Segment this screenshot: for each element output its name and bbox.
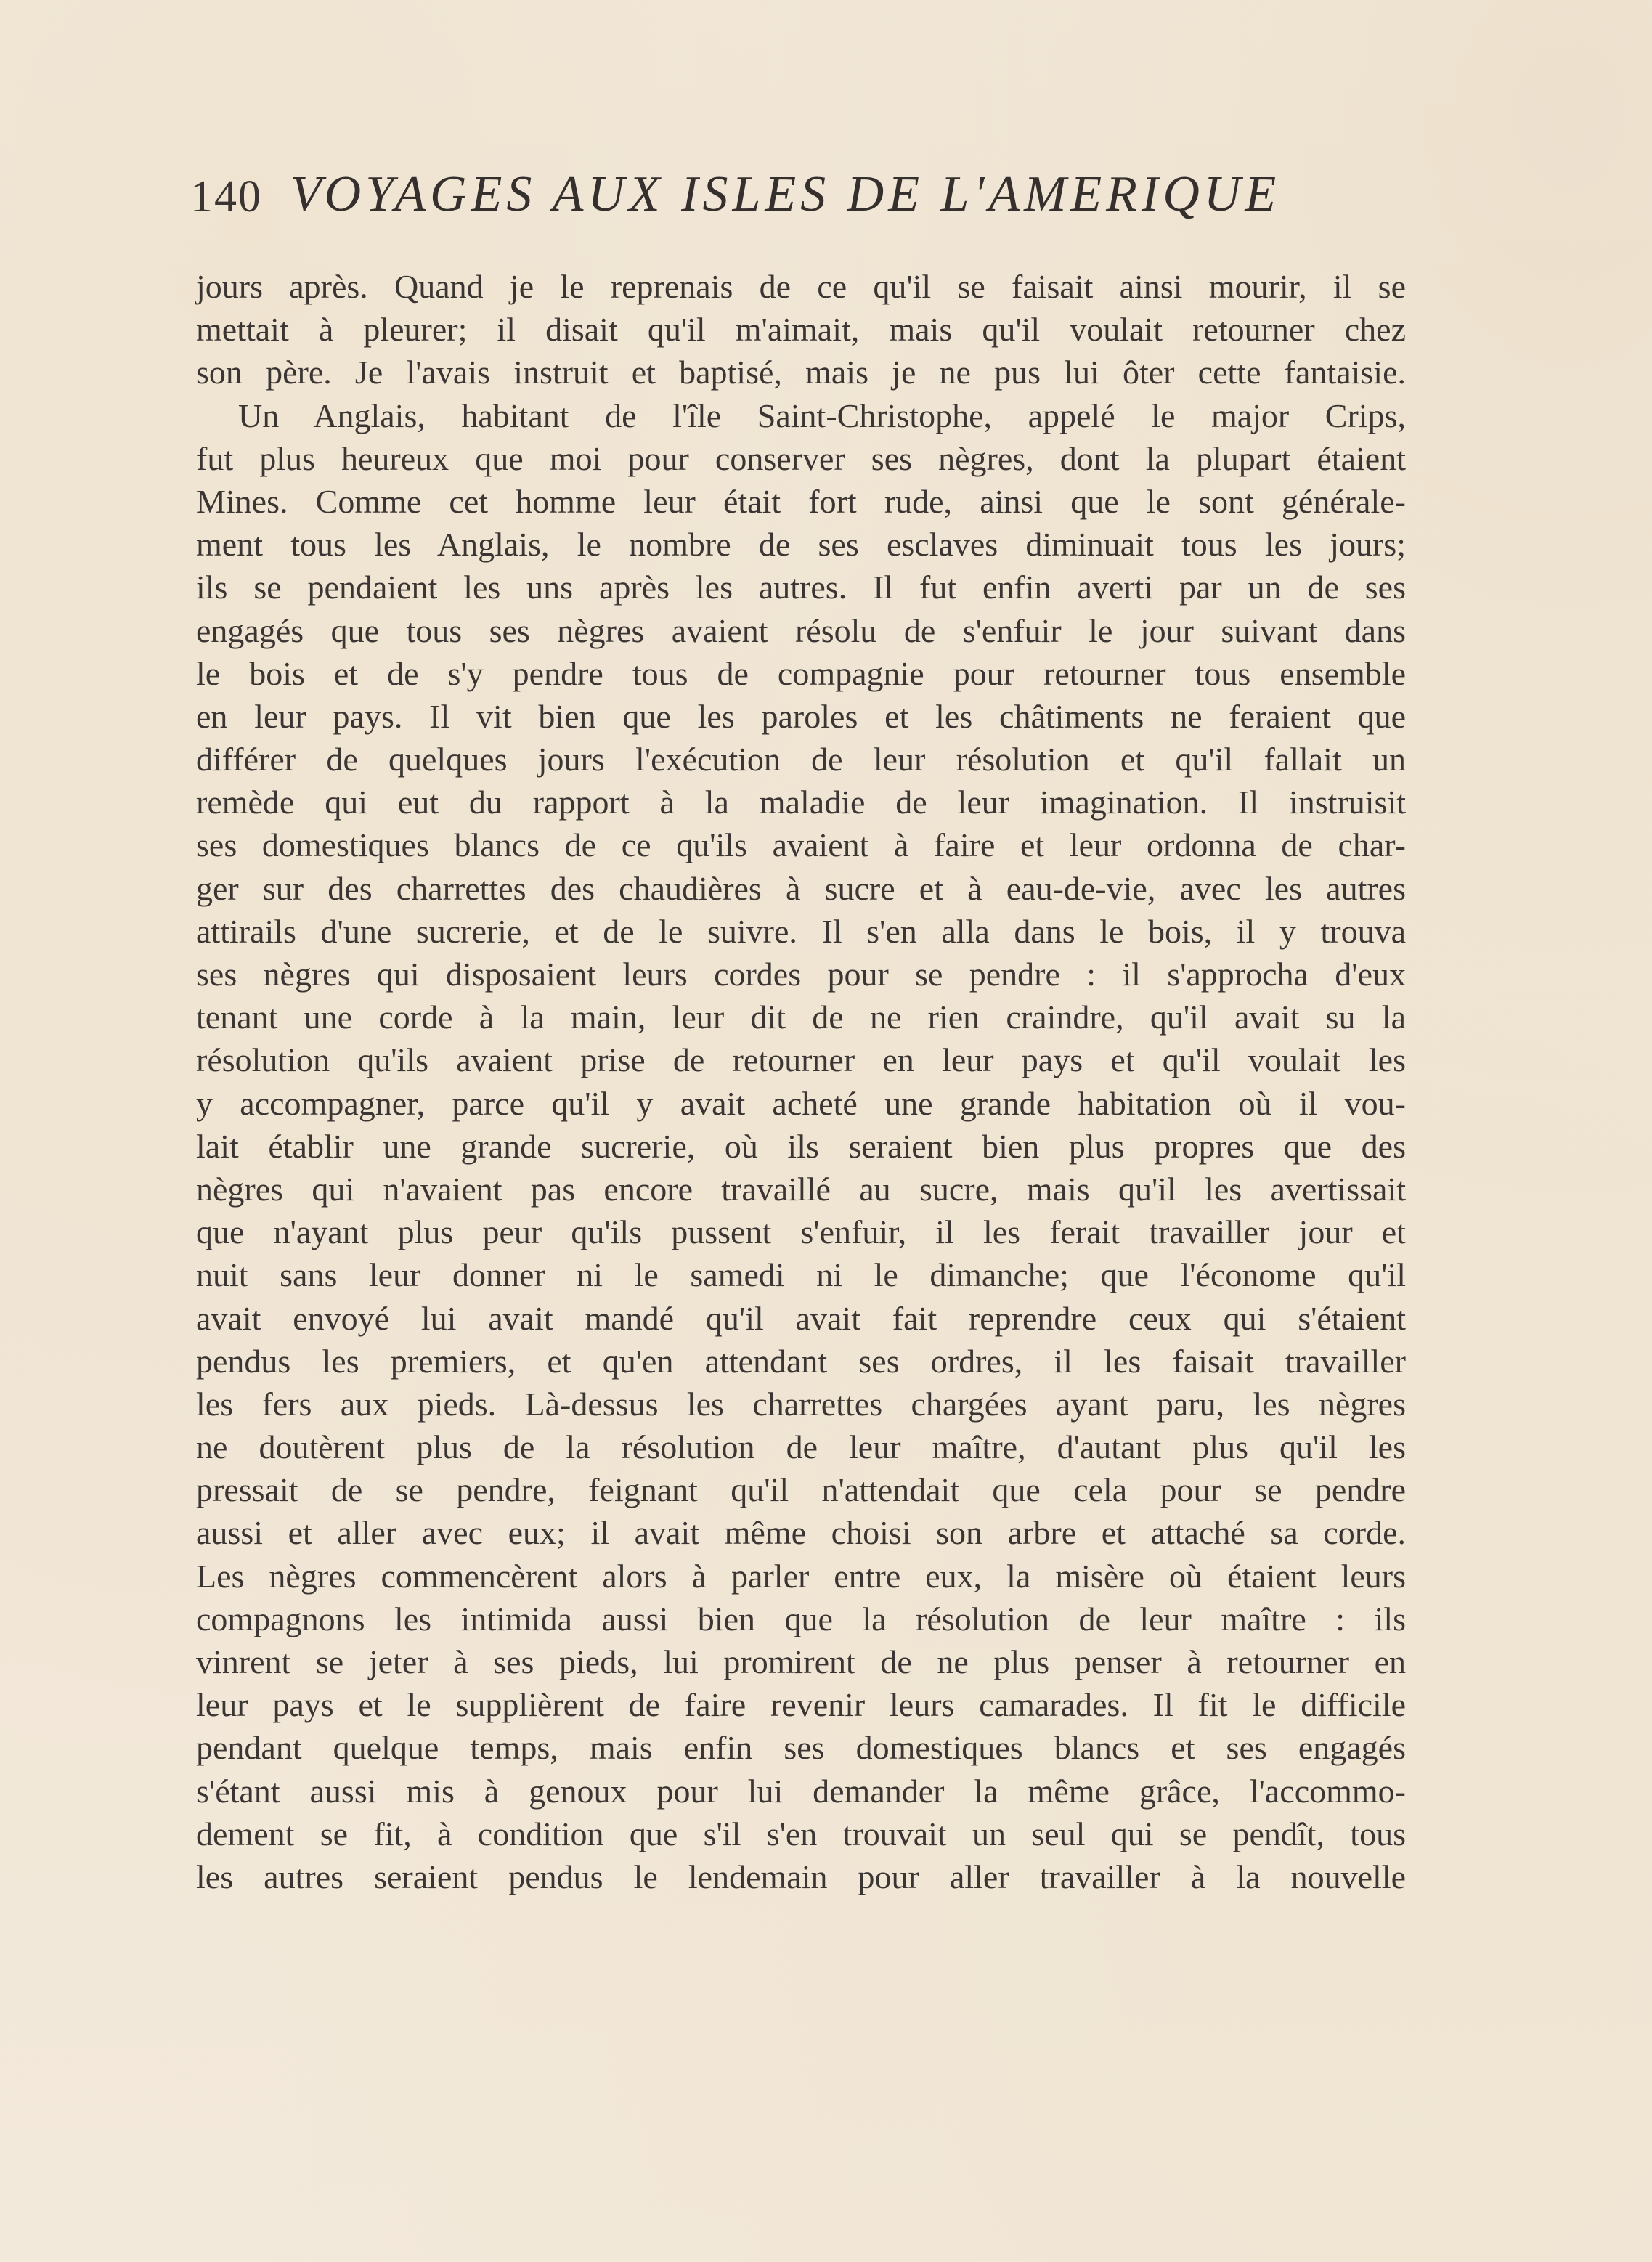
text-line: le bois et de s'y pendre tous de compagnie pour retourner tous ensemble [196,654,1406,692]
text-line: fut plus heureux que moi pour conserver ses nègres, dont la plupart étaient [196,439,1406,477]
text-line: ne doutèrent plus de la résolution de leur maître, d'autant plus qu'il les [196,1428,1406,1466]
text-line: ses nègres qui disposaient leurs cordes pour se pendre : il s'approcha d'eux [196,956,1406,993]
text-line: pressait de se pendre, feignant qu'il n'attendait que cela pour se pendre [196,1471,1406,1509]
page-number: 140 [190,172,262,221]
text-line: Les nègres commencèrent alors à parler entre eux, la misère où étaient leurs [196,1557,1406,1595]
text-line: résolution qu'ils avaient prise de retourner en leur pays et qu'il voulait les [196,1041,1406,1079]
text-line: compagnons les intimida aussi bien que la résolution de leur maître : ils [196,1600,1406,1637]
text-line: lait établir une grande sucrerie, où ils seraient bien plus propres que des [196,1127,1406,1165]
text-line: engagés que tous ses nègres avaient résolu de s'enfuir le jour suivant dans [196,611,1406,649]
running-title: VOYAGES AUX ISLES DE L'AMERIQUE [290,166,1281,222]
text-line: mettait à pleurer; il disait qu'il m'aimait, mais qu'il voulait retourner chez [196,311,1406,349]
text-line: les autres seraient pendus le lendemain pour aller travailler à la nouvelle [196,1858,1406,1895]
text-line: tenant une corde à la main, leur dit de ne rien craindre, qu'il avait su la [196,998,1406,1036]
text-line: son père. Je l'avais instruit et baptisé, mais je ne pus lui ôter cette fantaisie. [196,354,1406,391]
text-line: ger sur des charrettes des chaudières à sucre et à eau-de-vie, avec les autres [196,869,1406,907]
text-line: pendus les premiers, et qu'en attendant ses ordres, il les faisait travailler [196,1342,1406,1380]
text-line: Mines. Comme cet homme leur était fort rude, ainsi que le sont générale- [196,482,1406,520]
text-line: ils se pendaient les uns après les autres. Il fut enfin averti par un de ses [196,569,1406,606]
text-line: ses domestiques blancs de ce qu'ils avaient à faire et leur ordonna de char- [196,826,1406,864]
text-line: pendant quelque temps, mais enfin ses domestiques blancs et ses engagés [196,1729,1406,1767]
text-line: que n'ayant plus peur qu'ils pussent s'enfuir, il les ferait travailler jour et [196,1213,1406,1251]
text-line: y accompagner, parce qu'il y avait acheté une grande habitation où il vou- [196,1084,1406,1122]
text-line: Un Anglais, habitant de l'île Saint-Christophe, appelé le major Crips, [238,396,1406,434]
text-line: en leur pays. Il vit bien que les paroles et les châtiments ne feraient que [196,697,1406,735]
text-line: nègres qui n'avaient pas encore travaillé au sucre, mais qu'il les avertissait [196,1170,1406,1208]
text-line: jours après. Quand je le reprenais de ce qu'il se faisait ainsi mourir, il se [196,268,1406,305]
running-head [190,158,1468,238]
text-line: aussi et aller avec eux; il avait même choisi son arbre et attaché sa corde. [196,1514,1406,1552]
text-line: remède qui eut du rapport à la maladie de leur imagination. Il instruisit [196,784,1406,821]
text-line: dement se fit, à condition que s'il s'en trouvait un seul qui se pendît, tous [196,1815,1406,1852]
text-line: leur pays et le supplièrent de faire revenir leurs camarades. Il fit le difficile [196,1686,1406,1724]
text-line: s'étant aussi mis à genoux pour lui demander la même grâce, l'accommo- [196,1772,1406,1810]
text-line: attirails d'une sucrerie, et de le suivre. Il s'en alla dans le bois, il y trouva [196,912,1406,950]
text-line: nuit sans leur donner ni le samedi ni le dimanche; que l'économe qu'il [196,1256,1406,1294]
text-line: vinrent se jeter à ses pieds, lui promirent de ne plus penser à retourner en [196,1643,1406,1680]
text-line: différer de quelques jours l'exécution de leur résolution et qu'il fallait un [196,741,1406,778]
text-line: avait envoyé lui avait mandé qu'il avait fait reprendre ceux qui s'étaient [196,1299,1406,1337]
body-text [196,265,1406,1898]
text-line: ment tous les Anglais, le nombre de ses esclaves diminuait tous les jours; [196,526,1406,564]
text-line: les fers aux pieds. Là-dessus les charrettes chargées ayant paru, les nègres [196,1385,1406,1423]
